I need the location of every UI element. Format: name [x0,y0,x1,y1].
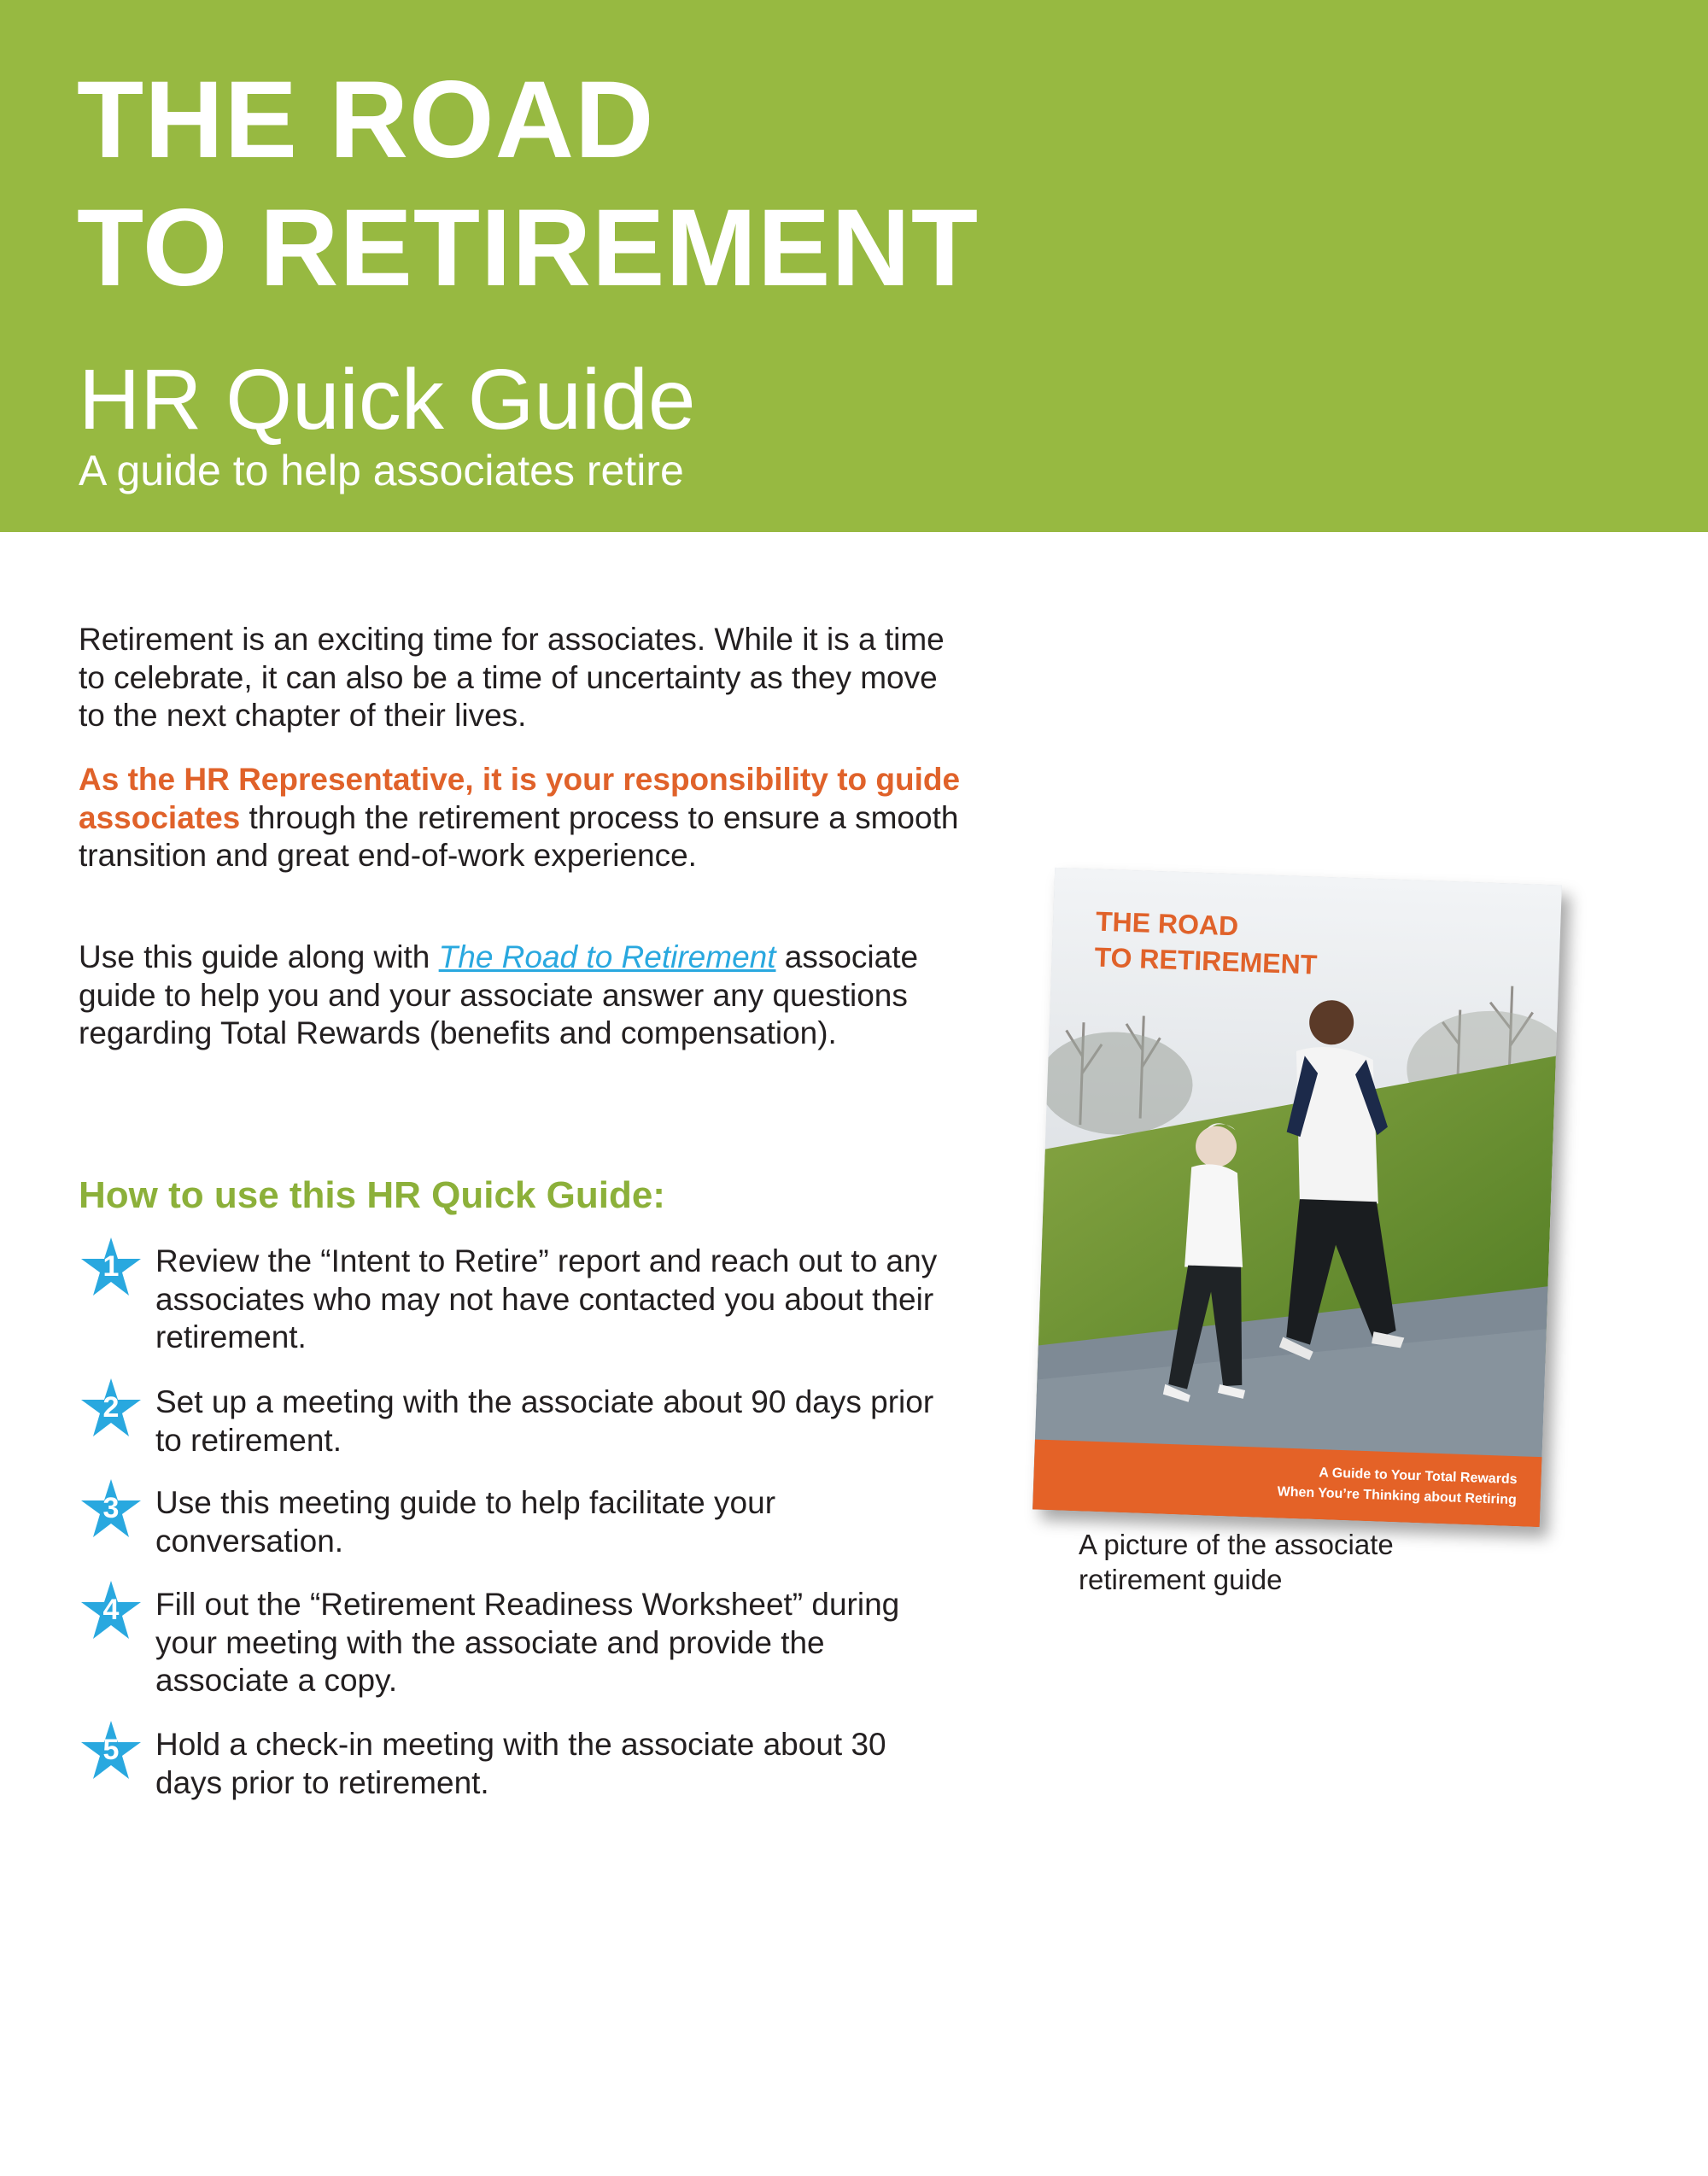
title-line-2: TO RETIREMENT [77,187,979,309]
cover-title-line-1: THE ROAD [1095,905,1239,942]
cover-title-line-2: TO RETIREMENT [1094,941,1318,980]
page-subtitle: HR Quick Guide [79,352,696,447]
intro-paragraph-3-before: Use this guide along with [79,939,439,974]
step-number: 4 [102,1594,120,1626]
page-title [77,56,979,313]
image-caption: A picture of the associate retirement guide [1079,1529,1394,1595]
step-text: Review the “Intent to Retire” report and reach out to any associates who may not have contacted you about their retirement. [155,1243,938,1354]
step-text: Hold a check-in meeting with the associate about 30 days prior to retirement. [155,1727,886,1800]
step-number: 3 [102,1492,120,1524]
step-text: Fill out the “Retirement Readiness Worksheet” during your meeting with the associate and provide the associate a copy. [155,1587,900,1698]
intro-paragraph-3 [79,939,967,1053]
retirement-guide-cover-image [1032,868,1562,1527]
step-text: Use this meeting guide to help facilitate your conversation. [155,1485,776,1559]
cover-band-line-2: When You’re Thinking about Retiring [1277,1484,1518,1508]
intro-paragraph-2 [79,761,967,875]
intro-paragraph-1: Retirement is an exciting time for associates. While it is a time to celebrate, it can also be a time of uncertainty as they move to the next chapter of their lives. [79,622,945,733]
step-number: 2 [102,1391,120,1424]
cover-band-text [1277,1461,1518,1511]
title-line-1: THE ROAD [77,59,655,181]
step-number: 5 [102,1734,120,1766]
road-to-retirement-link[interactable]: The Road to Retirement [438,939,776,974]
step-text: Set up a meeting with the associate about 90 days prior to retirement. [155,1384,934,1458]
header-banner [0,0,1708,532]
intro-paragraph-3-after: associate guide to help you and your associate answer any questions regarding Total Rewards (benefits and compensation). [79,939,919,1050]
responsibility-emphasis: As the HR Representative, it is your responsibility to guide associates [79,762,961,835]
cover-title [1094,904,1319,983]
step-number: 1 [102,1250,120,1283]
how-to-heading: How to use this HR Quick Guide: [79,1174,665,1216]
intro-paragraph-2-rest: through the retirement process to ensure a smooth transition and great end-of-work experience. [79,799,959,873]
page-tagline: A guide to help associates retire [79,447,684,494]
cover-band-line-1: A Guide to Your Total Rewards [1319,1465,1518,1488]
